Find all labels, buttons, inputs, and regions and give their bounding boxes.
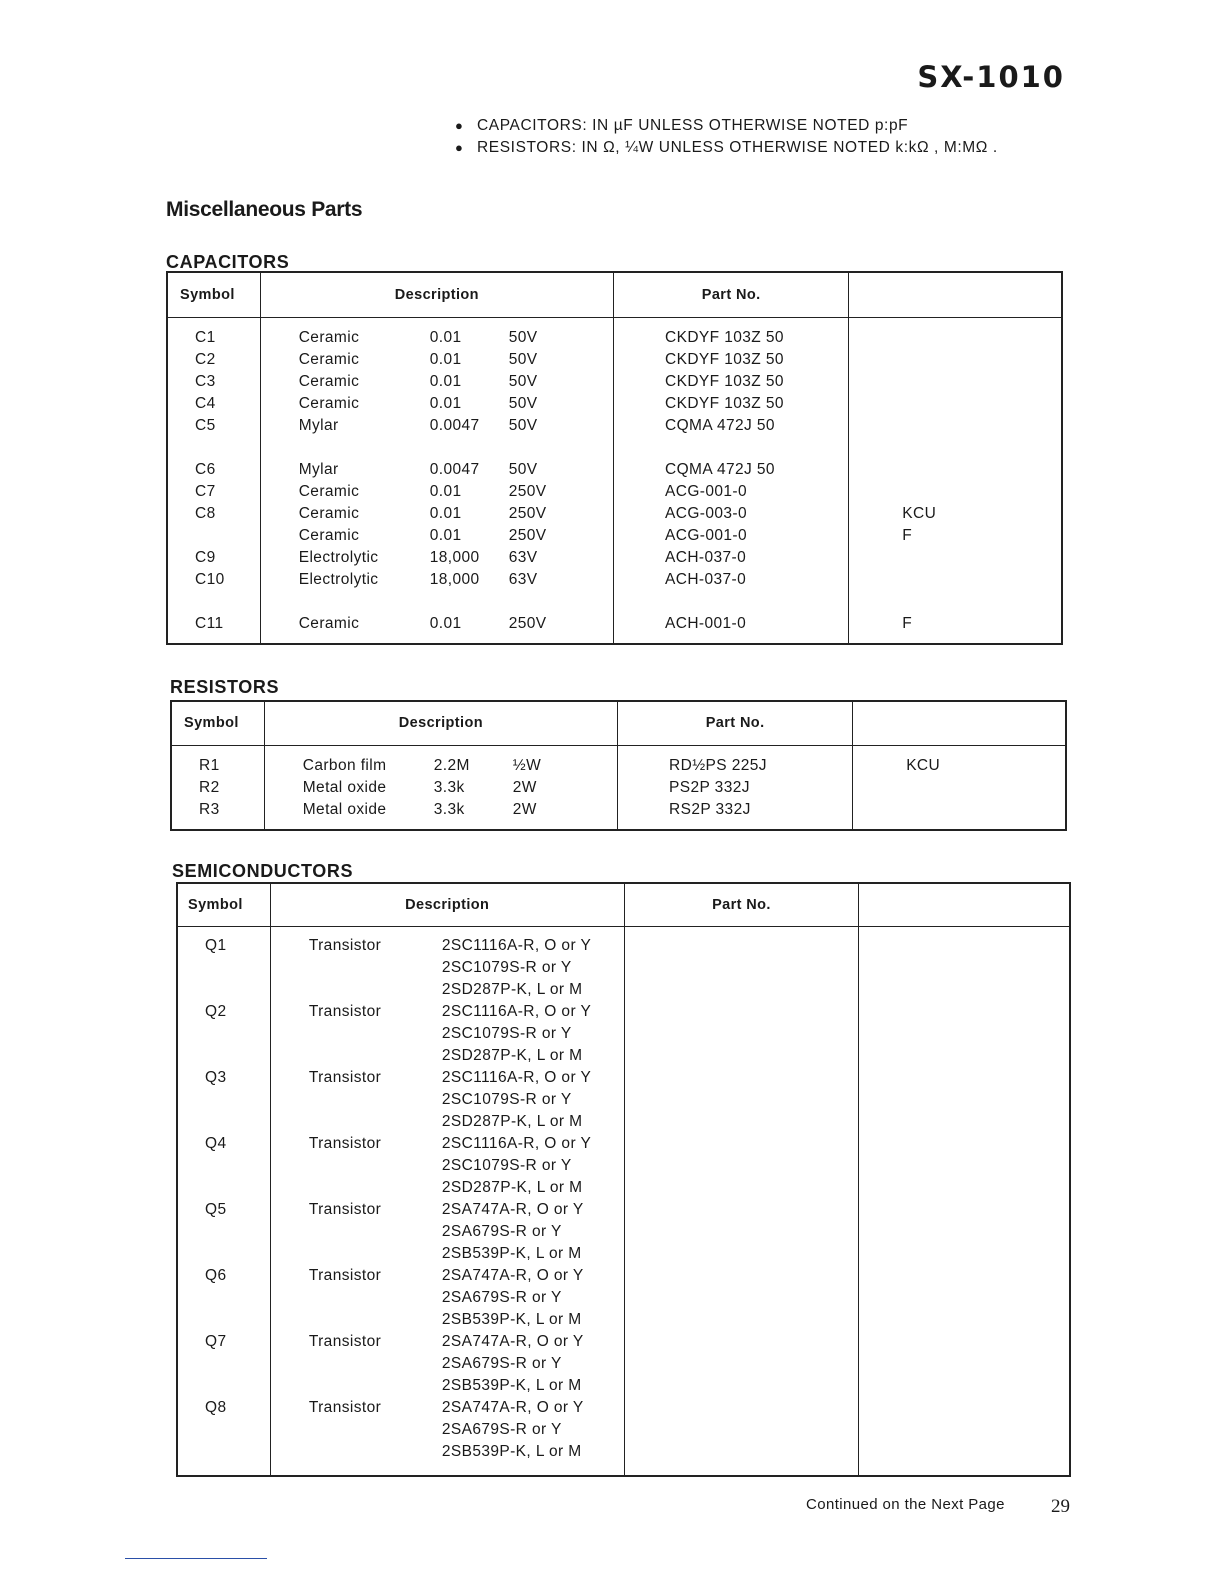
row-gap: [178, 1045, 270, 1067]
row-description: [309, 1441, 624, 1463]
row-symbol: C9: [195, 548, 216, 566]
part-rating: 63V: [508, 570, 538, 588]
part-type: Ceramic: [298, 526, 360, 544]
row-remark: F: [902, 526, 913, 544]
part-value: 18,000: [429, 570, 480, 588]
part-value: 0.0047: [429, 460, 480, 478]
row-part-no: CKDYF 103Z 50: [665, 328, 784, 346]
note-text: CAPACITORS: IN µF UNLESS OTHERWISE NOTED p:pF: [477, 117, 909, 134]
part-number-option: 2SC1116A-R, O or Y: [441, 936, 592, 954]
row-description: [309, 1353, 624, 1375]
row-symbol: C4: [195, 394, 216, 412]
resistors-heading: RESISTORS: [170, 677, 280, 697]
row-remark: [849, 481, 1061, 503]
row-symbol: C8: [195, 504, 216, 522]
description-column: [271, 935, 624, 1463]
row-description: [303, 799, 617, 821]
part-no-column: [614, 327, 848, 635]
row-description: [299, 459, 613, 481]
row-part-no: PS2P 332J: [669, 778, 750, 796]
semiconductors-table: [176, 882, 1071, 1477]
row-description: [299, 547, 613, 569]
row-symbol: C3: [195, 372, 216, 390]
row-remark: [849, 547, 1061, 569]
column-header-description: Description: [270, 883, 624, 926]
remarks-column: [849, 327, 1061, 635]
row-gap: [178, 1419, 270, 1441]
part-value: 2.2M: [433, 756, 470, 774]
row-remark: [849, 459, 1061, 481]
description-column: [265, 755, 617, 821]
row-description: [309, 1331, 624, 1353]
part-value: 0.0047: [429, 416, 480, 434]
part-number-option: 2SC1079S-R or Y: [441, 958, 572, 976]
row-gap: [178, 1023, 270, 1045]
part-rating: 50V: [508, 460, 538, 478]
part-value: 3.3k: [433, 800, 465, 818]
column-header-description: Description: [264, 701, 617, 745]
row-description: [309, 1265, 624, 1287]
row-description: [309, 1067, 624, 1089]
row-symbol: C11: [195, 614, 224, 632]
row-description: [309, 1243, 624, 1265]
row-symbol: Q7: [205, 1332, 227, 1350]
row-gap: [849, 437, 1061, 459]
page-title: Miscellaneous Parts: [166, 198, 363, 221]
row-remark: KCU: [906, 756, 941, 774]
row-description: [309, 1089, 624, 1111]
row-gap: [614, 591, 848, 613]
row-symbol: Q8: [205, 1398, 227, 1416]
row-description: [303, 755, 617, 777]
part-number-option: 2SC1079S-R or Y: [441, 1024, 572, 1042]
row-symbol: C1: [195, 328, 216, 346]
row-symbol: R1: [199, 756, 220, 774]
part-type: Transistor: [308, 1002, 382, 1020]
part-rating: 250V: [508, 614, 547, 632]
part-type: Ceramic: [298, 482, 360, 500]
row-part-no: ACH-037-0: [665, 548, 747, 566]
row-description: [299, 371, 613, 393]
part-number-option: 2SB539P-K, L or M: [441, 1244, 582, 1262]
part-rating: ½W: [512, 756, 542, 774]
row-gap: [299, 437, 613, 459]
part-type: Ceramic: [298, 504, 360, 522]
part-number-option: 2SC1116A-R, O or Y: [441, 1068, 592, 1086]
row-gap: [178, 1375, 270, 1397]
part-value: 0.01: [429, 614, 462, 632]
part-number-option: 2SA679S-R or Y: [441, 1288, 562, 1306]
row-part-no: ACG-001-0: [665, 526, 747, 544]
row-gap: [178, 1441, 270, 1463]
row-gap: [178, 1287, 270, 1309]
row-symbol: Q4: [205, 1134, 227, 1152]
row-gap: [168, 437, 260, 459]
part-type: Ceramic: [298, 394, 360, 412]
row-gap: [178, 1177, 270, 1199]
part-value: 0.01: [429, 350, 462, 368]
row-remark: [849, 569, 1061, 591]
row-part-no: CKDYF 103Z 50: [665, 372, 784, 390]
part-number-option: 2SD287P-K, L or M: [441, 1112, 583, 1130]
part-value: 0.01: [429, 372, 462, 390]
row-part-no: ACG-001-0: [665, 482, 747, 500]
row-remark: F: [902, 614, 913, 632]
row-description: [299, 415, 613, 437]
column-header-part-no: Part No.: [618, 701, 853, 745]
unit-notes: [455, 117, 998, 161]
row-symbol: Q6: [205, 1266, 227, 1284]
row-description: [309, 1155, 624, 1177]
row-gap: [178, 979, 270, 1001]
column-header-part-no: Part No.: [624, 883, 859, 926]
part-rating: 2W: [512, 778, 537, 796]
table-header-row: [177, 883, 1070, 926]
part-rating: 250V: [508, 482, 547, 500]
resistors-table: [170, 700, 1067, 831]
symbol-column: [168, 327, 260, 635]
row-remark: [849, 349, 1061, 371]
row-part-no: CKDYF 103Z 50: [665, 394, 784, 412]
part-rating: 50V: [508, 394, 538, 412]
row-symbol: C7: [195, 482, 216, 500]
column-header-remarks: [859, 883, 1070, 926]
part-number-option: 2SB539P-K, L or M: [441, 1442, 582, 1460]
row-part-no: ACG-003-0: [665, 504, 747, 522]
row-description: [309, 1419, 624, 1441]
table-body: [167, 317, 1062, 644]
part-number-option: 2SB539P-K, L or M: [441, 1310, 582, 1328]
row-description: [309, 1111, 624, 1133]
table-body: [177, 926, 1070, 1476]
row-description: [309, 1045, 624, 1067]
row-remark: [849, 327, 1061, 349]
row-description: [299, 525, 613, 547]
part-number-option: 2SD287P-K, L or M: [441, 980, 583, 998]
part-number-option: 2SC1116A-R, O or Y: [441, 1134, 592, 1152]
description-column: [261, 327, 613, 635]
part-number-option: 2SA747A-R, O or Y: [441, 1200, 584, 1218]
row-description: [299, 503, 613, 525]
semiconductors-heading: SEMICONDUCTORS: [172, 861, 354, 881]
row-gap: [178, 1155, 270, 1177]
part-type: Electrolytic: [298, 570, 379, 588]
part-rating: 50V: [508, 416, 538, 434]
row-remark: [849, 393, 1061, 415]
part-type: Transistor: [308, 1068, 382, 1086]
row-part-no: ACH-001-0: [665, 614, 747, 632]
row-description: [309, 957, 624, 979]
row-gap: [299, 591, 613, 613]
part-number-option: 2SA679S-R or Y: [441, 1420, 562, 1438]
row-description: [299, 393, 613, 415]
row-symbol: Q1: [205, 936, 227, 954]
row-description: [299, 613, 613, 635]
part-value: 3.3k: [433, 778, 465, 796]
part-type: Electrolytic: [298, 548, 379, 566]
symbol-column: [172, 755, 264, 821]
part-number-option: 2SD287P-K, L or M: [441, 1178, 583, 1196]
capacitors-table: [166, 271, 1063, 645]
row-symbol: Q3: [205, 1068, 227, 1086]
part-type: Ceramic: [298, 350, 360, 368]
note-text: RESISTORS: IN Ω, ¼W UNLESS OTHERWISE NOTED k:kΩ , M:MΩ .: [477, 139, 998, 156]
part-type: Metal oxide: [302, 778, 387, 796]
row-symbol: [168, 525, 260, 547]
row-description: [299, 349, 613, 371]
row-part-no: RD½PS 225J: [669, 756, 767, 774]
part-type: Ceramic: [298, 614, 360, 632]
row-description: [309, 1023, 624, 1045]
row-remark: KCU: [902, 504, 937, 522]
part-value: 0.01: [429, 504, 462, 522]
row-gap: [178, 1243, 270, 1265]
column-header-remarks: [853, 701, 1066, 745]
row-symbol: Q2: [205, 1002, 227, 1020]
part-number-option: 2SA679S-R or Y: [441, 1222, 562, 1240]
part-type: Transistor: [308, 1200, 382, 1218]
row-description: [309, 1397, 624, 1419]
part-type: Carbon film: [302, 756, 387, 774]
bullet-icon: ●: [455, 140, 464, 155]
table-body: [171, 745, 1066, 830]
part-no-column: [618, 755, 852, 821]
row-part-no: CKDYF 103Z 50: [665, 350, 784, 368]
part-value: 18,000: [429, 548, 480, 566]
part-rating: 250V: [508, 504, 547, 522]
column-header-remarks: [849, 272, 1062, 317]
row-description: [299, 481, 613, 503]
symbol-column: [178, 935, 270, 1463]
row-description: [309, 1375, 624, 1397]
part-rating: 50V: [508, 328, 538, 346]
row-gap: [178, 1309, 270, 1331]
row-description: [309, 935, 624, 957]
column-header-part-no: Part No.: [614, 272, 849, 317]
part-type: Metal oxide: [302, 800, 387, 818]
column-header-symbol: Symbol: [184, 715, 239, 732]
row-description: [299, 569, 613, 591]
row-description: [309, 1221, 624, 1243]
table-header-row: [167, 272, 1062, 317]
part-rating: 2W: [512, 800, 537, 818]
row-description: [309, 1199, 624, 1221]
row-description: [309, 1287, 624, 1309]
row-part-no: ACH-037-0: [665, 570, 747, 588]
part-number-option: 2SA747A-R, O or Y: [441, 1332, 584, 1350]
row-description: [309, 1133, 624, 1155]
row-symbol: C2: [195, 350, 216, 368]
continued-note: Continued on the Next Page: [806, 1496, 1005, 1513]
row-part-no: CQMA 472J 50: [665, 460, 775, 478]
row-gap: [178, 1353, 270, 1375]
row-gap: [178, 1221, 270, 1243]
model-number: SX-1010: [917, 60, 1065, 94]
part-number-option: 2SC1116A-R, O or Y: [441, 1002, 592, 1020]
row-remark: [849, 371, 1061, 393]
part-type: Transistor: [308, 1332, 382, 1350]
part-value: 0.01: [429, 526, 462, 544]
row-remark: [853, 799, 1065, 821]
row-gap: [178, 957, 270, 979]
part-number-option: 2SB539P-K, L or M: [441, 1376, 582, 1394]
row-gap: [178, 1111, 270, 1133]
row-part-no: CQMA 472J 50: [665, 416, 775, 434]
part-value: 0.01: [429, 482, 462, 500]
row-symbol: R3: [199, 800, 220, 818]
row-symbol: C10: [195, 570, 225, 588]
page-number: 29: [1051, 1496, 1070, 1517]
part-number-option: 2SD287P-K, L or M: [441, 1046, 583, 1064]
part-type: Ceramic: [298, 328, 360, 346]
part-type: Transistor: [308, 1134, 382, 1152]
row-gap: [168, 591, 260, 613]
remarks-column: [853, 755, 1065, 821]
part-number-option: 2SA747A-R, O or Y: [441, 1398, 584, 1416]
footer-rule: [125, 1558, 267, 1559]
part-value: 0.01: [429, 394, 462, 412]
row-description: [299, 327, 613, 349]
part-rating: 50V: [508, 350, 538, 368]
bullet-icon: ●: [455, 118, 464, 133]
row-remark: [849, 415, 1061, 437]
row-part-no: RS2P 332J: [669, 800, 751, 818]
note-resistors: [455, 139, 998, 161]
table-header-row: [171, 701, 1066, 745]
part-rating: 50V: [508, 372, 538, 390]
row-description: [309, 979, 624, 1001]
part-type: Transistor: [308, 1266, 382, 1284]
row-symbol: Q5: [205, 1200, 227, 1218]
column-header-symbol: Symbol: [188, 896, 243, 913]
part-rating: 250V: [508, 526, 547, 544]
row-symbol: C5: [195, 416, 216, 434]
part-type: Ceramic: [298, 372, 360, 390]
part-type: Mylar: [298, 460, 339, 478]
row-gap: [178, 1089, 270, 1111]
part-rating: 63V: [508, 548, 538, 566]
part-value: 0.01: [429, 328, 462, 346]
row-description: [309, 1309, 624, 1331]
row-gap: [614, 437, 848, 459]
row-description: [309, 1177, 624, 1199]
part-type: Transistor: [308, 1398, 382, 1416]
column-header-description: Description: [260, 272, 613, 317]
row-gap: [849, 591, 1061, 613]
part-type: Mylar: [298, 416, 339, 434]
part-type: Transistor: [308, 936, 382, 954]
capacitors-heading: CAPACITORS: [166, 252, 290, 272]
row-description: [309, 1001, 624, 1023]
note-capacitors: [455, 117, 998, 139]
part-number-option: 2SA679S-R or Y: [441, 1354, 562, 1372]
row-remark: [853, 777, 1065, 799]
row-description: [303, 777, 617, 799]
row-symbol: C6: [195, 460, 216, 478]
part-number-option: 2SC1079S-R or Y: [441, 1090, 572, 1108]
column-header-symbol: Symbol: [180, 286, 235, 303]
row-symbol: R2: [199, 778, 220, 796]
part-number-option: 2SC1079S-R or Y: [441, 1156, 572, 1174]
part-number-option: 2SA747A-R, O or Y: [441, 1266, 584, 1284]
